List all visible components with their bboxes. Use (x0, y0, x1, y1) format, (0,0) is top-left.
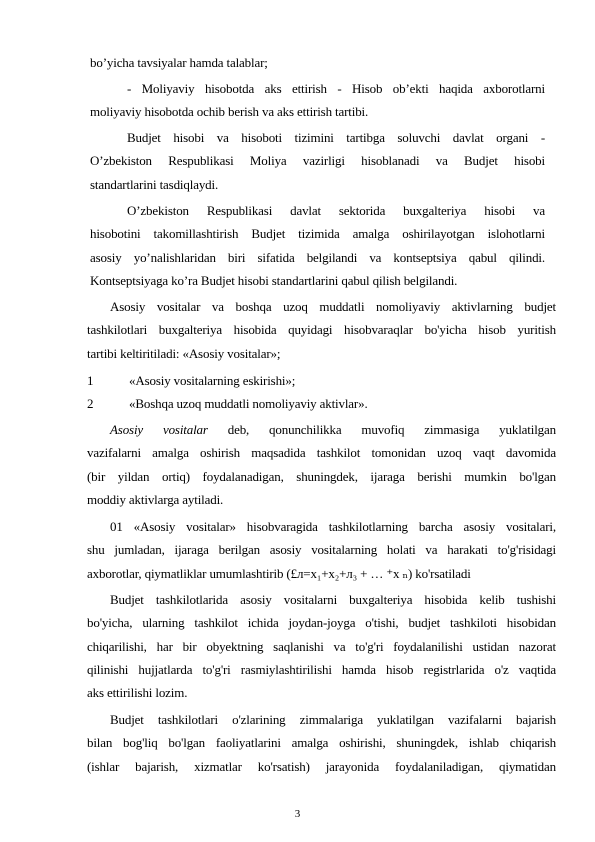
paragraph-account-01 (87, 515, 556, 585)
list-text: «Asosiy vositalarning eskirishi»; (129, 373, 296, 388)
text-line: 01 «Asosiy vositalar» hisobvaragida tashkilotlarning barcha asosiy vositalari, (110, 519, 556, 534)
text-line: Asosiy vositalar va boshqa uzoq muddatli nomoliyaviy aktivlarning budjet (110, 299, 556, 314)
list-number: 1 (87, 373, 94, 388)
paragraph-concept (90, 199, 545, 292)
text-line: bo’yicha tavsiyalar hamda talablar; (90, 55, 268, 70)
text-line: chiqarilishi, har bir obyektning saqlanishi va to'g'ri foydalanilishi ustidan nazorat (87, 638, 556, 654)
text-line: Asosiy vositalar deb, qonunchilikka muvofiq zimmasiga yuklatilgan (110, 422, 556, 437)
page-number: 3 (294, 808, 301, 820)
paragraph-intro (90, 51, 550, 74)
paragraph-reporting (90, 77, 545, 124)
text-line: bo'yicha, ularning tashkilot ichida joydan-joyga o'tishi, budjet tashkiloti hisobidan (87, 615, 556, 631)
text-line: - Moliyaviy hisobotda aks ettirish - Hisob ob’ekti haqida axborotlarni (127, 81, 545, 96)
text-line: Budjet hisobi va hisoboti tizimini tartibga soluvchi davlat organi - (127, 130, 545, 145)
text-line: (bir yildan ortiq) foydalanadigan, shuningdek, ijaraga berishi mumkin bo'lgan (87, 468, 556, 484)
paragraph-accounts (87, 295, 556, 365)
list-number: 2 (87, 396, 94, 412)
account-list (87, 369, 556, 416)
text-line: bilan bog'liq bo'lgan faoliyatlarini amalga oshirishi, shuningdek, ishlab chiqarish (87, 735, 556, 751)
paragraph-control (87, 588, 556, 704)
text-line: O’zbekiston Respublikasi davlat sektorida buxgalteriya hisobi va (127, 203, 545, 218)
text-line: hisobotini takomillashtirish Budjet tizimida amalga oshirilayotgan islohotlarni (90, 226, 545, 242)
text-line: standartlarini tasdiqlaydi. (90, 176, 219, 192)
text-line: moliyaviy hisobotda ochib berish va aks ettirish tartibi. (90, 104, 369, 120)
text-line: Budjet tashkilotlari o'zlarining zimmalariga yuklatilgan vazifalarni bajarish (110, 712, 556, 727)
paragraph-activities (87, 708, 556, 778)
text-line: tashkilotlari buxgalteriya hisobida quyidagi hisobvaraqlar bo'yicha hisob yuritish (87, 322, 556, 338)
text-line: Budjet tashkilotlarida asosiy vositalarni buxgalteriya hisobida kelib tushishi (110, 592, 556, 607)
text-line: qilinishi hujjatlarda to'g'ri rasmiylashtirilishi hamda hisob registrlarida o'z vaqtida (87, 661, 556, 677)
text-line: moddiy aktivlarga aytiladi. (87, 491, 224, 507)
defined-term: Asosiy vositalar (110, 422, 208, 437)
text-line: asosiy yo’nalishlaridan biri sifatida belgilandi va kontseptsiya qabul qilindi. (90, 249, 545, 265)
text-line: shu jumladan, ijaraga berilgan asosiy vositalarning holati va harakati to'g'risidagi (87, 542, 556, 558)
paragraph-regulator (90, 126, 545, 196)
text-line: O’zbekiston Respublikasi Moliya vazirligi hisoblanadi va Budjet hisobi (90, 153, 545, 169)
formula-line: axborotlar, qiymatliklar umumlashtirib (£л=x₁+x₂+л₃ + … ⁺x ₙ) ko'rsatiladi (87, 565, 471, 581)
paragraph-definition (87, 418, 556, 511)
list-item (87, 392, 556, 415)
text-line: vazifalarni amalga oshirish maqsadida tashkilot tomonidan uzoq vaqt davomida (87, 445, 556, 461)
list-item (87, 369, 556, 392)
text-line: Kontseptsiyaga ko’ra Budjet hisobi standartlarini qabul qilish belgilandi. (90, 272, 458, 288)
text-line: aks ettirilishi lozim. (87, 685, 188, 701)
text-line: (ishlar bajarish, xizmatlar ko'rsatish) jarayonida foydalaniladigan, qiymatidan (87, 758, 556, 774)
list-text: «Boshqa uzoq muddatli nomoliyaviy aktivlar». (129, 396, 368, 412)
text-line: tartibi keltiritiladi: «Asosiy vositalar»; (87, 345, 281, 361)
